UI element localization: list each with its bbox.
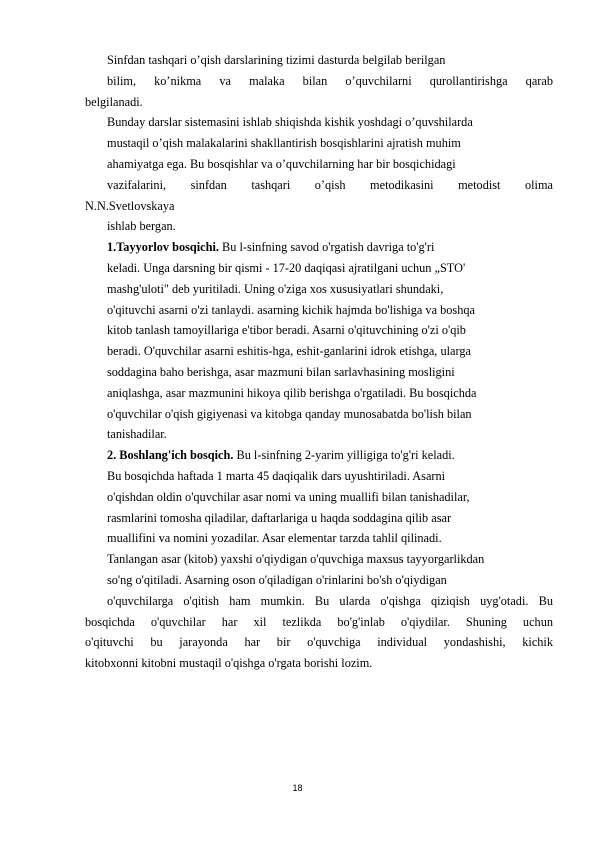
text-line — [85, 591, 553, 612]
section-heading: 2. Boshlang'ich bosqich. — [107, 448, 234, 463]
text-line — [85, 320, 553, 341]
line-text: so'ng o'qitiladi. Asarning oson o'qiladigan o'rinlarini bo'sh o'qiydigan — [107, 572, 447, 587]
line-text: Bu l-sinfning savod o'rgatish davriga to'g'ri — [218, 240, 435, 255]
line-text: beradi. O'quvchilar asarni eshitis-hga, eshit-ganlarini idrok etishga, ularga — [107, 344, 471, 359]
text-line — [85, 362, 553, 383]
line-text: soddagina baho berishga, asar mazmuni bilan sarlavhasining mosligini — [107, 364, 455, 379]
text-line — [85, 445, 553, 466]
line-text: Tanlangan asar (kitob) yaxshi o'qiydigan o'quvchiga maxsus tayyorgarlikdan — [107, 552, 485, 567]
line-text: ishlab bergan. — [107, 219, 176, 234]
text-line — [85, 300, 553, 321]
body-text — [85, 50, 553, 674]
text-line — [85, 237, 553, 258]
line-text: rasmlarini tomosha qiladilar, daftarlariga u haqda soddagina qilib asar — [107, 510, 452, 525]
line-text: kitob tanlash tamoyillariga e'tibor beradi. Asarni o'qituvchining o'zi o'qib — [107, 323, 466, 338]
text-line — [85, 570, 553, 591]
line-text: bilim, ko’nikma va malaka bilan o’quvchilarni qurollantirishga qarab — [107, 73, 553, 88]
page-number: 18 — [292, 783, 303, 793]
line-text: mashg'uloti" deb yuritiladi. Uning o'ziga xos xususiyatlari shundaki, — [107, 281, 444, 296]
text-line — [85, 50, 553, 71]
text-line — [85, 528, 553, 549]
line-text: Bunday darslar sistemasini ishlab shiqishda kishik yoshdagi o’quvshilarda — [107, 115, 473, 130]
text-line — [85, 487, 553, 508]
line-text: Bu l-sinfning 2-yarim yilligiga to'g'ri keladi. — [233, 448, 455, 463]
line-text: keladi. Unga darsning bir qismi - 17-20 daqiqasi ajratilgani uchun „STO' — [107, 260, 466, 275]
line-text: o'qishdan oldin o'quvchilar asar nomi va uning muallifi bilan tanishadilar, — [107, 489, 470, 504]
text-line — [85, 612, 553, 633]
line-text: muallifini va nomini yozadilar. Asar elementar tarzda tahlil qilinadi. — [107, 531, 442, 546]
text-line — [85, 154, 553, 175]
text-line — [85, 196, 553, 217]
text-line — [85, 549, 553, 570]
text-line — [85, 383, 553, 404]
line-text: N.N.Svetlovskaya — [85, 198, 175, 213]
text-line — [85, 175, 553, 196]
text-line — [85, 404, 553, 425]
line-text: tanishadilar. — [107, 427, 167, 442]
text-line — [85, 258, 553, 279]
line-text: Bu bosqichda haftada 1 marta 45 daqiqalik dars uyushtiriladi. Asarni — [107, 468, 446, 483]
line-text: ahamiyatga ega. Bu bosqishlar va o’quvchilarning har bir bosqichidagi — [107, 156, 456, 171]
text-line — [85, 71, 553, 92]
line-text: o'qituvchi asarni o'zi tanlaydi. asarning kichik hajmda bo'lishiga va boshqa — [107, 302, 475, 317]
line-text: o'quvchilarga o'qitish ham mumkin. Bu ularda o'qishga qiziqish uyg'otadi. Bu — [107, 593, 553, 608]
line-text: mustaqil o’qish malakalarini shakllantirish bosqishlarini ajratish muhim — [107, 136, 461, 151]
line-text: Sinfdan tashqari o’qish darslarining tizimi dasturda belgilab berilgan — [107, 53, 446, 67]
text-line — [85, 133, 553, 154]
line-text: o'qituvchi bu jarayonda har bir o'quvchiga individual yondashishi, kichik — [85, 635, 553, 650]
line-text: vazifalarini, sinfdan tashqari o’qish metodikasini metodist olima — [107, 177, 553, 192]
text-line — [85, 632, 553, 653]
text-line — [85, 112, 553, 133]
line-text: bosqichda o'quvchilar har xil tezlikda bo'g'inlab o'qiydilar. Shuning uchun — [85, 614, 553, 629]
text-line — [85, 424, 553, 445]
line-text: o'quvchilar o'qish gigiyenasi va kitobga qanday munosabatda bo'lish bilan — [107, 406, 472, 421]
text-line — [85, 279, 553, 300]
text-line — [85, 508, 553, 529]
section-heading: 1.Tayyorlov bosqichi. — [107, 240, 219, 255]
line-text: kitobxonni kitobni mustaqil o'qishga o'rgata borishi lozim. — [85, 656, 373, 671]
text-line — [85, 653, 553, 674]
line-text: aniqlashga, asar mazmunini hikoya qilib berishga o'rgatiladi. Bu bosqichda — [107, 385, 477, 400]
text-line — [85, 341, 553, 362]
text-line — [85, 466, 553, 487]
text-line — [85, 216, 553, 237]
text-line — [85, 92, 553, 113]
line-text: belgilanadi. — [85, 94, 143, 109]
